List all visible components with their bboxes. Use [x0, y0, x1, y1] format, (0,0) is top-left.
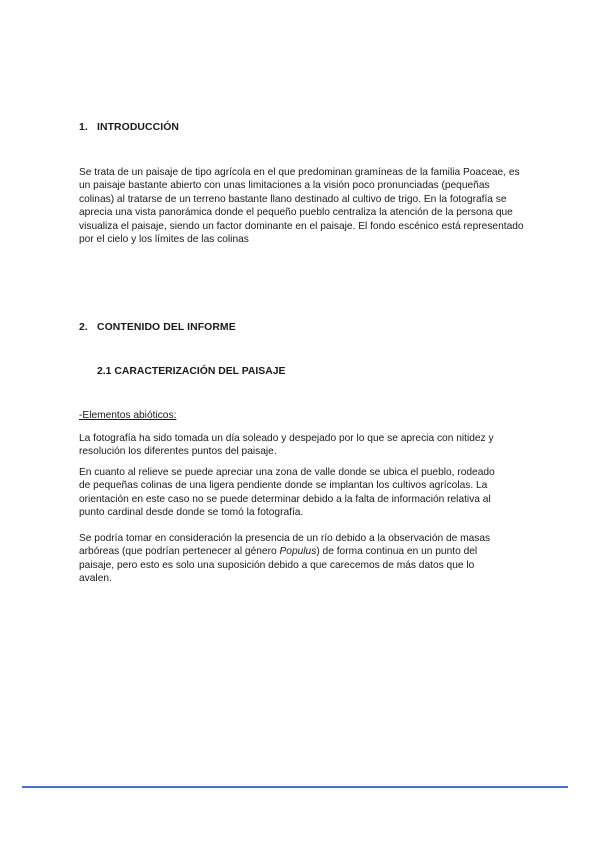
intro-paragraph [79, 166, 531, 246]
abiotic-paragraph-1 [79, 432, 531, 459]
subsection-2-1-heading: 2.1 CARACTERIZACIÓN DEL PAISAJE [97, 366, 286, 377]
section-2-title: CONTENIDO DEL INFORME [97, 322, 236, 333]
intro-line: aprecia una vista panorámica donde el pequeño pueblo centraliza la atención de la persona que [79, 207, 513, 219]
intro-line: colinas) al tratarse de un terreno bastante llano destinado al cultivo de trigo. En la fotografía se [79, 193, 507, 205]
paragraph-line: de pequeñas colinas de una ligera pendiente donde se implantan los cultivos agrícolas. La [79, 480, 488, 492]
section-2-number: 2. [79, 322, 88, 333]
intro-line: un paisaje bastante abierto con unas limitaciones a la visión poco pronunciadas (pequeñas [79, 180, 490, 192]
paragraph-line: orientación en este caso no se puede determinar debido a la falta de información relativa al [79, 493, 491, 505]
paragraph-line: resolución los diferentes puntos del paisaje. [79, 446, 277, 458]
genus-name-italic: Populus [279, 546, 317, 558]
line-text-before-italic: arbóreas (que podrían pertenecer al género [79, 546, 280, 558]
abiotic-elements-subheading: -Elementos abióticos: [79, 410, 177, 421]
section-1-heading [79, 122, 179, 133]
intro-line: Se trata de un paisaje de tipo agrícola en el que predominan gramíneas de la familia Poaceae, es [79, 167, 520, 178]
paragraph-line: punto cardinal desde donde se tomó la fotografía. [79, 507, 304, 519]
line-text-after-italic: ) de forma continua en un punto del [316, 546, 478, 558]
intro-line: visualiza el paisaje, siendo un factor dominante en el paisaje. El fondo escénico está representado [79, 220, 524, 232]
section-2-heading [79, 322, 236, 333]
footer-divider [22, 786, 568, 788]
abiotic-paragraph-3 [79, 532, 531, 586]
section-1-title: INTRODUCCIÓN [97, 122, 180, 133]
section-1-number: 1. [79, 122, 88, 133]
paragraph-line: Se podría tomar en consideración la presencia de un río debido a la observación de masas [79, 533, 491, 544]
paragraph-line: paisaje, pero esto es solo una suposición debido a que carecemos de más datos que lo [79, 559, 475, 571]
paragraph-line: La fotografía ha sido tomada un día soleado y despejado por lo que se aprecia con nitidez y [79, 433, 494, 444]
paragraph-line-with-italic [79, 545, 531, 558]
intro-line: por el cielo y los límites de las colinas [79, 234, 249, 246]
abiotic-paragraph-2 [79, 466, 531, 520]
paragraph-line: avalen. [79, 573, 112, 585]
paragraph-line: En cuanto al relieve se puede apreciar una zona de valle donde se ubica el pueblo, rodeado [79, 467, 495, 478]
